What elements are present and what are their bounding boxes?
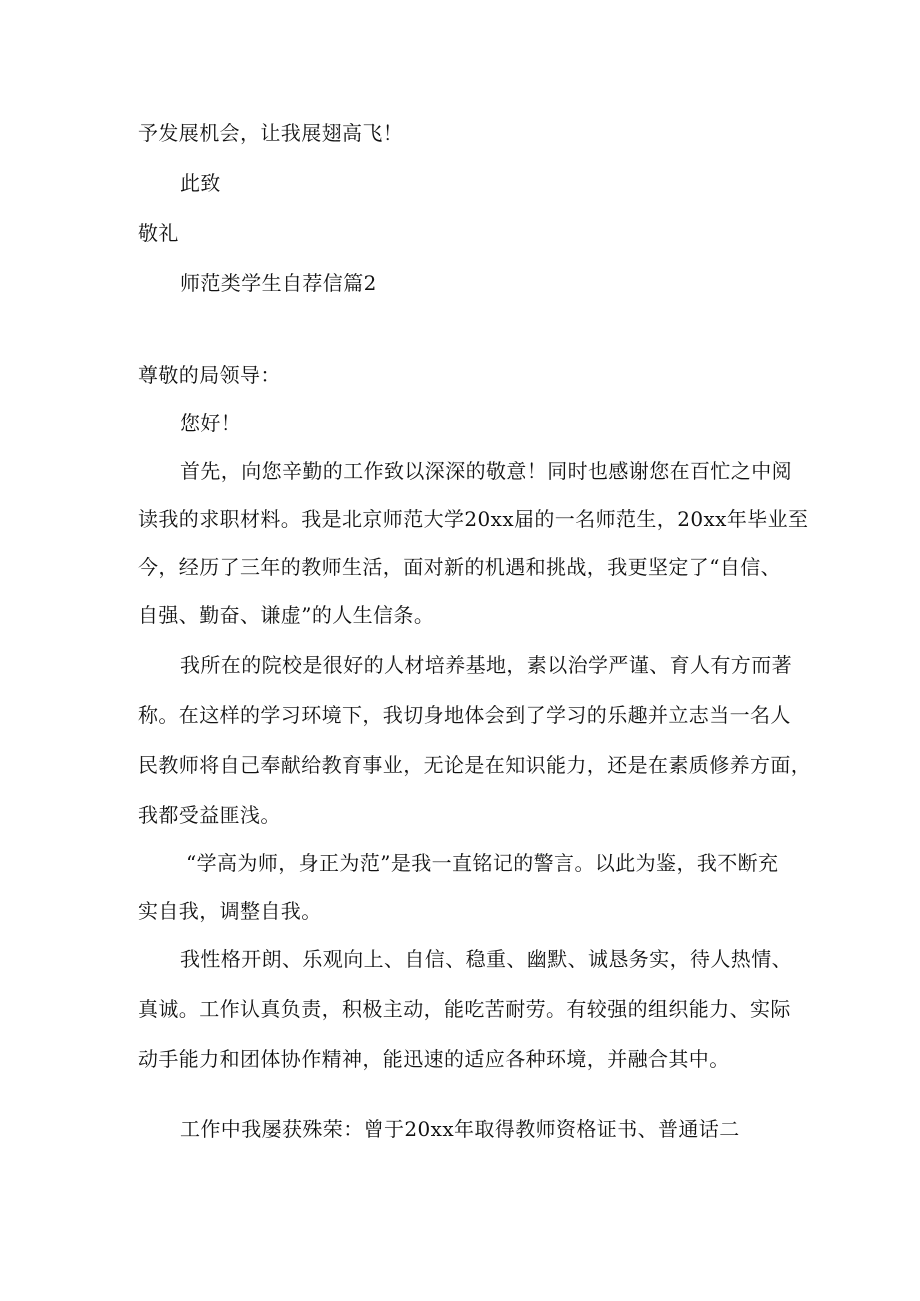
paragraph-5-line-1: 工作中我屡获殊荣：曾于20xx年取得教师资格证书、普通话二 <box>180 1117 740 1141</box>
letter-hello: 您好！ <box>180 411 242 435</box>
paragraph-1-line-2: 读我的求职材料。我是北京师范大学20xx届的一名师范生，20xx年毕业至 <box>138 507 809 531</box>
paragraph-4-line-3: 动手能力和团体协作精神，能迅速的适应各种环境，并融合其中。 <box>138 1047 730 1071</box>
closing-salutation-jing-li: 敬礼 <box>138 221 179 245</box>
paragraph-1-line-4: 自强、勤奋、谦虚”的人生信条。 <box>138 603 435 627</box>
letter-greeting: 尊敬的局领导： <box>138 363 281 387</box>
paragraph-4-line-2: 真诚。工作认真负责，积极主动，能吃苦耐劳。有较强的组织能力、实际 <box>138 997 791 1021</box>
paragraph-3-line-1: “学高为师，身正为范”是我一直铭记的警言。以此为鉴，我不断充 <box>186 851 779 875</box>
paragraph-3-line-2: 实自我，调整自我。 <box>138 899 322 923</box>
paragraph-2-line-3: 民教师将自己奉献给教育事业，无论是在知识能力，还是在素质修养方面， <box>138 753 812 777</box>
closing-salutation-ci-zhi: 此致 <box>180 171 221 195</box>
paragraph-2-line-1: 我所在的院校是很好的人材培养基地，素以治学严谨、育人有方而著 <box>180 653 792 677</box>
closing-continuation: 予发展机会，让我展翅高飞！ <box>138 121 404 145</box>
paragraph-4-line-1: 我性格开朗、乐观向上、自信、稳重、幽默、诚恳务实，待人热情、 <box>180 947 792 971</box>
section-title: 师范类学生自荐信篇2 <box>180 271 377 295</box>
paragraph-2-line-4: 我都受益匪浅。 <box>138 803 281 827</box>
paragraph-1-line-3: 今，经历了三年的教师生活，面对新的机遇和挑战，我更坚定了“自信、 <box>138 555 782 579</box>
paragraph-1-line-1: 首先，向您辛勤的工作致以深深的敬意！同时也感谢您在百忙之中阅 <box>180 459 792 483</box>
paragraph-2-line-2: 称。在这样的学习环境下，我切身地体会到了学习的乐趣并立志当一名人 <box>138 703 791 727</box>
